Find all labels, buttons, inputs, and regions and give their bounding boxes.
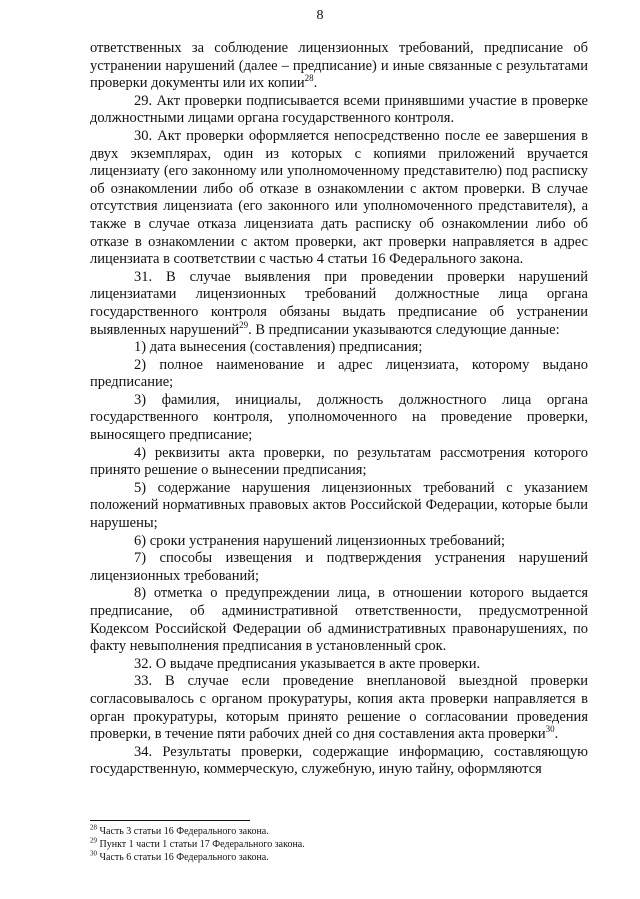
- paragraph-text: 33. В случае если проведение внеплановой выездной проверки согласовывалось с органом прокуратуры, копия акта проверки направляется в орган прокуратуры, которым принято решение о согласовании проведения проверки, в течение пяти рабочих дней со дня составления акта проверки: [90, 673, 588, 743]
- list-item-5: 5) содержание нарушения лицензионных требований с указанием положений нормативных правовых актов Российской Федерации, которые были нарушены;: [90, 479, 588, 532]
- paragraph-29: 29. Акт проверки подписывается всеми принявшими участие в проверке должностными лицами органа государственного контроля.: [90, 92, 588, 127]
- footnote-ref: 30: [545, 724, 555, 735]
- list-item-3: 3) фамилия, инициалы, должность должностного лица органа государственного контроля, уполномоченного на проведение проверки, выносящего предписание;: [90, 391, 588, 444]
- paragraph-text: ответственных за соблюдение лицензионных требований, предписание об устранении нарушений (далее – предписание) и иные связанные с результатами проверки документы или их копии: [90, 40, 588, 92]
- list-item-4: 4) реквизиты акта проверки, по результатам рассмотрения которого принято решение о вынесении предписания;: [90, 444, 588, 479]
- paragraph-text-end: .: [554, 726, 559, 743]
- list-item-6: 6) сроки устранения нарушений лицензионных требований;: [134, 532, 506, 549]
- footnote-number: 30: [90, 849, 97, 858]
- paragraph-34: 34. Результаты проверки, содержащие информацию, составляющую государственную, коммерческую, служебную, иную тайну, оформляются: [90, 743, 588, 778]
- footnote-30: [90, 851, 588, 864]
- paragraph-32: 32. О выдаче предписания указывается в акте проверки.: [134, 655, 481, 672]
- document-body: [90, 40, 588, 779]
- footnote-number: 29: [90, 836, 97, 845]
- footnote-ref: 29: [239, 319, 249, 330]
- paragraph-text-end: . В предписании указываются следующие данные:: [248, 321, 560, 338]
- footnote-text: Часть 6 статьи 16 Федерального закона.: [97, 852, 269, 863]
- paragraph-33: [90, 673, 588, 743]
- footnote-text: Пункт 1 части 1 статьи 17 Федерального закона.: [97, 839, 305, 850]
- paragraph-continued: [90, 40, 588, 93]
- list-item-7: 7) способы извещения и подтверждения устранения нарушений лицензионных требований;: [90, 550, 588, 584]
- list-item-2: 2) полное наименование и адрес лицензиата, которому выдано предписание;: [90, 356, 588, 391]
- footnotes: [90, 825, 588, 864]
- paragraph-text: 31. В случае выявления при проведении проверки нарушений лицензиатами лицензионных требований должностные лица органа государственного контроля обязаны выдать предписание об устранении выявленных нарушений: [90, 268, 588, 338]
- footnote-number: 28: [90, 823, 97, 832]
- footnote-ref: 28: [304, 73, 314, 84]
- footnote-text: Часть 3 статьи 16 Федерального закона.: [97, 826, 269, 837]
- footnote-28: [90, 825, 588, 838]
- paragraph-31: [90, 269, 588, 339]
- footnote-29: [90, 838, 588, 851]
- footnote-divider: [90, 820, 250, 821]
- list-item-8: 8) отметка о предупреждении лица, в отношении которого выдается предписание, об административной ответственности, предусмотренной Кодексом Российской Федерации об административных правонарушениях, по факту невыполнения предписания в установленный срок.: [90, 585, 588, 655]
- paragraph-text-end: .: [313, 75, 318, 92]
- paragraph-30: 30. Акт проверки оформляется непосредственно после ее завершения в двух экземплярах, один из которых с копиями приложений вручается лицензиату (его законному или уполномоченному представителю) под расписку об ознакомлении либо об отказе в ознакомлении с актом проверки. В случае отсутствия лицензиата (его законного или уполномоченного представителя), а также в случае отказа лицензиата дать расписку об ознакомлении либо об отказе в ознакомлении с актом проверки, акт проверки направляется в адрес лицензиата в соответствии с частью 4 статьи 16 Федерального закона.: [90, 127, 588, 268]
- list-item-1: 1) дата вынесения (составления) предписания;: [134, 339, 423, 356]
- page-number: 8: [316, 8, 324, 23]
